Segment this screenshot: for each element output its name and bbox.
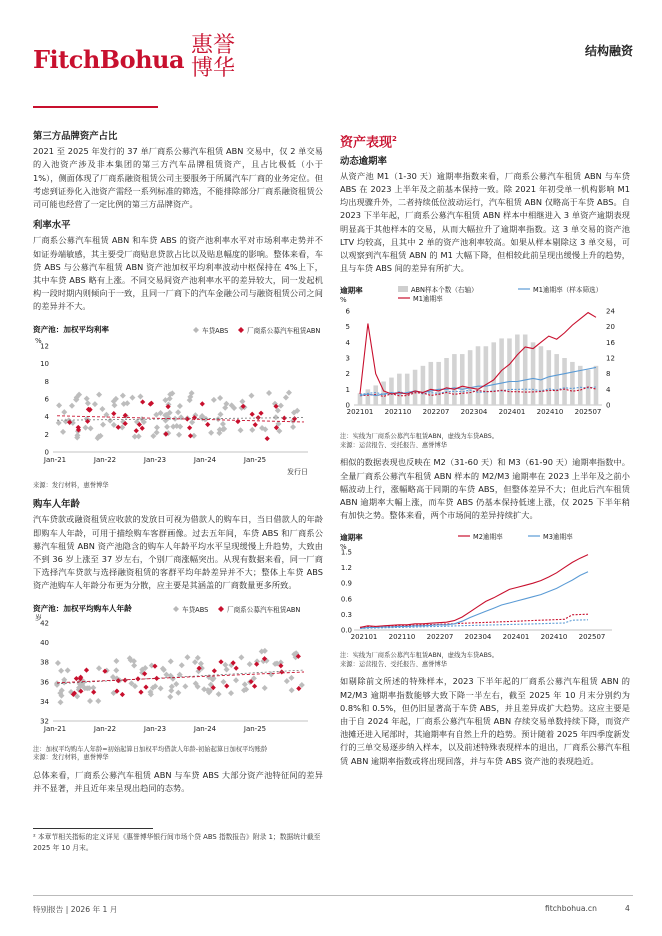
bar-abn-count xyxy=(515,335,520,406)
y-unit-label: % xyxy=(340,543,347,552)
chart4-source: 来源：运营报告、受托报告、惠誉博华 xyxy=(340,660,448,668)
x-tick-label: 202410 xyxy=(540,633,568,642)
chart-title: 逾期率 xyxy=(340,533,363,543)
bar-abn-count xyxy=(484,347,489,406)
scatter-point-car-loan xyxy=(107,417,113,423)
bar-abn-count xyxy=(578,366,583,405)
legend-marker-car-loan xyxy=(193,327,199,333)
scatter-point-abn xyxy=(116,424,121,429)
logo-chinese-seal: 惠誉 博华 xyxy=(191,33,236,81)
bar-abn-count xyxy=(421,366,426,405)
page-number: 4 xyxy=(625,904,630,913)
bar-abn-count xyxy=(452,354,457,405)
scatter-point-car-loan xyxy=(168,658,174,664)
section-label: 结构融资 xyxy=(584,44,633,58)
scatter-point-car-loan xyxy=(167,693,173,699)
chart3-note: 注：实线为厂商系公募汽车租赁ABN，虚线为车贷ABS。 xyxy=(340,433,499,441)
scatter-point-car-loan xyxy=(120,392,126,398)
chart-title: 逾期率 xyxy=(340,286,363,296)
chart3-source: 来源：运营报告、受托报告、惠誉博华 xyxy=(340,441,448,449)
scatter-point-car-loan xyxy=(184,654,190,660)
y-tick-label: 6 xyxy=(345,307,350,316)
x-tick-label: Jan-23 xyxy=(143,455,167,464)
footnote-divider xyxy=(33,828,153,829)
paragraph-interest-rate: 厂商系公募汽车租赁 ABN 和车贷 ABS 的资产池利率水平对市场利率走势并不如证券端敏感，其主要受厂商贴息贷款占比以及贴息幅度的影响。整体来看，车贷 ABS 与公募汽车租赁 ABN 资产池加权平均利率波动中枢保持在 4%上下，其中车贷 ABS 略有上涨。不同交易间资产池利率水平的差异较大，同一发起机构一段时期内则倾向于一致，且同一厂商下的汽车金融公司与融资租赁公司之间的差异并不大。 xyxy=(33,235,323,312)
y-tick-label: 40 xyxy=(40,638,49,647)
scatter-point-abn xyxy=(120,691,125,696)
scatter-point-car-loan xyxy=(228,690,234,696)
scatter-point-abn xyxy=(205,422,210,427)
bar-abn-count xyxy=(405,374,410,405)
scatter-point-car-loan xyxy=(154,424,160,430)
scatter-point-abn xyxy=(111,411,116,416)
bar-abn-count xyxy=(366,390,371,406)
scatter-point-car-loan xyxy=(220,421,226,427)
scatter-point-abn xyxy=(200,401,205,406)
scatter-point-abn xyxy=(143,684,148,689)
scatter-point-car-loan xyxy=(96,665,102,671)
logo-wordmark: FitchBohua xyxy=(33,44,185,74)
y2-tick-label: 20 xyxy=(606,323,615,332)
x-tick-label: Jan-25 xyxy=(243,724,267,733)
scatter-point-car-loan xyxy=(222,661,228,667)
y-tick-label: 1.2 xyxy=(340,564,352,573)
scatter-point-car-loan xyxy=(175,689,181,695)
y-tick-label: 2 xyxy=(44,430,49,439)
y-tick-label: 36 xyxy=(40,677,49,686)
x-tick-label: Jan-24 xyxy=(193,724,217,733)
scatter-point-car-loan xyxy=(211,397,217,403)
scatter-point-car-loan xyxy=(198,660,204,666)
scatter-point-car-loan xyxy=(239,398,245,404)
y-unit-label: % xyxy=(35,336,42,345)
scatter-point-car-loan xyxy=(175,409,181,415)
chart1-source: 来源：发行材料，惠誉博华 xyxy=(33,481,109,489)
bar-abn-count xyxy=(436,362,441,405)
y-tick-label: 8 xyxy=(44,377,49,386)
y-tick-label: 32 xyxy=(40,717,49,726)
header-divider xyxy=(33,106,158,108)
bar-abn-count xyxy=(397,374,402,405)
chart4-note: 注：实线为厂商系公募汽车租赁ABN，虚线为车贷ABS。 xyxy=(340,652,499,660)
scatter-point-car-loan xyxy=(83,424,89,430)
scatter-point-car-loan xyxy=(129,394,135,400)
scatter-point-car-loan xyxy=(65,667,71,673)
scatter-point-car-loan xyxy=(69,402,75,408)
scatter-point-car-loan xyxy=(99,406,105,412)
footnote: ² 本章节相关指标的定义详见《惠誉博华银行间市场个贷 ABS 指数报告》附录 1；数据统计截至 2025 年 10 月末。 xyxy=(33,833,321,852)
paragraph-excluded-samples: 如剔除前文所述的特殊样本，2023 下半年起的厂商系公募汽车租赁 ABN 的 M2/M3 逾期率指数能够大致下降一半左右，截至 2025 年 10 月末分别约为 0.8%和 0.5%，但仍旧显著高于车贷 ABS，并且差异成扩大趋势。这应主要是由于自 2024 年起，厂商系公募汽车租赁 ABN 存续交易单数持续下降，而资产池摊还进入尾部时，其逾期率有自然上升的趋势。预计随着 2025 年四季度新发行的三单交易逐步纳入样本，以及前述特殊表现样本的退出，厂商系公募汽车租赁 ABN 逾期率指数或将出现回落，并与车贷 ABS 资产池的表现趋近。 xyxy=(340,676,630,766)
scatter-point-car-loan xyxy=(84,395,90,401)
scatter-point-car-loan xyxy=(176,431,182,437)
scatter-point-car-loan xyxy=(58,699,64,705)
scatter-point-car-loan xyxy=(56,402,62,408)
bar-abn-count xyxy=(554,354,559,405)
bar-abn-count xyxy=(468,351,473,406)
scatter-point-car-loan xyxy=(220,678,226,684)
scatter-point-car-loan xyxy=(278,402,284,408)
x-tick-label: 202410 xyxy=(536,408,564,417)
scatter-point-car-loan xyxy=(286,389,292,395)
scatter-point-car-loan xyxy=(136,433,142,439)
scatter-point-abn xyxy=(84,667,89,672)
scatter-point-car-loan xyxy=(273,414,279,420)
x-tick-label: Jan-23 xyxy=(143,724,167,733)
scatter-point-abn xyxy=(258,410,263,415)
section-heading-delinquency: 动态逾期率 xyxy=(340,155,387,167)
paragraph-third-party: 2021 至 2025 年发行的 37 单厂商系公募汽车租赁 ABN 交易中，仅 2 单交易的入池资产涉及非本集团的第三方汽车品牌租赁资产，且占比极低（小于 1%），侧面体现了厂商系融资租赁公司主要服务于所属汽车厂商的业务定位。但考虑到证券化入池资产需经一系列标准的筛选，不能排除部分厂商系融资租赁公司可能也经营了一定比例的第三方品牌资产。 xyxy=(33,146,323,210)
bar-abn-count xyxy=(460,354,465,405)
scatter-point-car-loan xyxy=(158,685,164,691)
x-tick-label: 202401 xyxy=(502,633,530,642)
scatter-point-abn xyxy=(235,419,240,424)
y-unit-label: % xyxy=(340,296,347,305)
scatter-point-car-loan xyxy=(113,667,119,673)
legend-label-m1-filtered: M1逾期率（样本筛选） xyxy=(533,286,603,295)
x-tick-label: Jan-24 xyxy=(193,455,217,464)
y-unit-label: 岁 xyxy=(35,613,42,622)
scatter-point-car-loan xyxy=(55,660,61,666)
paragraph-buyer-age: 汽车贷款或融资租赁应收款的发放日可视为借款人的购车日，当日借款人的年龄即购车人年龄，可用于描绘购车客群画像。过去五年间，车贷 ABS 和厂商系公募汽车租赁 ABN 资产池隐含的购车人年龄平均水平呈现缓慢上升趋势，大致由不到 36 岁上涨至 37 岁左右，个别厂商涨幅突出。从现有数据来看，同一厂商下选择汽车贷款与选择融资租赁的客群平均年龄差异并不大；整体上车贷 ABS 资产池购车人年龄分布更为分散，应主要是其涵盖的厂商数量更多所致。 xyxy=(33,514,323,591)
scatter-point-car-loan xyxy=(58,667,64,673)
scatter-point-abn xyxy=(224,683,229,688)
y-tick-label: 0.9 xyxy=(340,580,352,589)
scatter-point-abn xyxy=(265,436,270,441)
chart-m2-m3-delinquency xyxy=(340,530,630,669)
scatter-point-abn xyxy=(212,668,217,673)
bar-abn-count xyxy=(444,358,449,405)
legend-label-car-loan: 车贷ABS xyxy=(202,326,229,335)
scatter-point-car-loan xyxy=(233,677,239,683)
scatter-point-abn xyxy=(252,683,257,688)
scatter-point-car-loan xyxy=(113,658,119,664)
footer-divider xyxy=(33,895,633,896)
y-tick-label: 4 xyxy=(345,339,350,348)
legend-label-car-loan: 车贷ABS xyxy=(182,605,209,614)
bar-abn-count xyxy=(491,343,496,406)
bar-abn-count xyxy=(507,339,512,406)
scatter-point-car-loan xyxy=(95,698,101,704)
scatter-point-car-loan xyxy=(179,662,185,668)
scatter-point-car-loan xyxy=(247,661,253,667)
y-tick-label: 38 xyxy=(40,658,49,667)
page-header xyxy=(33,22,633,82)
bar-abn-count xyxy=(389,378,394,405)
asset-performance-title: 资产表现$^2$ xyxy=(340,135,397,151)
y-tick-label: 5 xyxy=(345,323,350,332)
x-tick-label: 202507 xyxy=(578,633,606,642)
paragraph-m1: 从资产池 M1（1-30 天）逾期率指数来看，厂商系公募汽车租赁 ABN 与车贷 ABS 在 2023 上半年及之前基本保持一致。除 2021 年初受单一机构影响 M1 均出现骤升外，二者持续低位波动运行，汽车租赁 ABN 仅略高于车贷 ABS。自 2023 下半年起，厂商系公募汽车租赁 ABN 样本中相继进入 3 单资产逾期表现明显高于其他样本的交易，从而大幅拉升了逾期率指数。这 3 单交易的资产池 LTV 均较高，且其中 2 单的资产池利率较高。如果从样本剔除这 3 单交易，可以观察到汽车租赁 ABN 的 M1 大幅下降，但相较此前呈现出缓慢上升的趋势，且与车贷 ABS 间的差异有所扩大。 xyxy=(340,170,630,274)
chart2-source: 来源：发行材料，惠誉博华 xyxy=(33,754,109,762)
y-tick-label: 12 xyxy=(40,342,49,351)
legend-label-abn: 厂商系公募汽车租赁ABN xyxy=(227,605,301,614)
scatter-point-abn xyxy=(138,689,143,694)
scatter-point-car-loan xyxy=(238,654,244,660)
y-tick-label: 4 xyxy=(44,412,49,421)
y-tick-label: 0.0 xyxy=(340,626,352,635)
chart2-note: 注：加权平均购车人年龄=初始起算日加权平均借款人年龄-初始起算日加权平均账龄 xyxy=(33,745,268,753)
chart4-svg xyxy=(340,530,630,652)
bar-abn-count xyxy=(476,347,481,406)
y2-tick-label: 24 xyxy=(606,307,615,316)
right-column xyxy=(340,133,630,776)
scatter-point-car-loan xyxy=(288,674,294,680)
scatter-point-abn xyxy=(140,399,145,404)
x-tick-label: 202110 xyxy=(384,408,412,417)
x-tick-label: Jan-22 xyxy=(93,455,117,464)
scatter-point-car-loan xyxy=(238,427,244,433)
y-tick-label: 3 xyxy=(345,354,350,363)
y-tick-label: 0 xyxy=(345,401,350,410)
bar-abn-count xyxy=(570,362,575,405)
scatter-point-abn xyxy=(250,411,255,416)
scatter-point-abn xyxy=(218,659,223,664)
scatter-point-car-loan xyxy=(56,419,62,425)
footer-website-link[interactable]: fitchbohua.cn xyxy=(545,904,597,913)
scatter-point-car-loan xyxy=(283,394,289,400)
y-tick-label: 6 xyxy=(44,395,49,404)
scatter-point-car-loan xyxy=(248,392,254,398)
scatter-point-abn xyxy=(188,433,193,438)
x-tick-label: 202207 xyxy=(422,408,450,417)
y-tick-label: 0 xyxy=(44,448,49,457)
section-heading-buyer-age: 购车人年龄 xyxy=(33,499,80,511)
x-axis-title: 发行日 xyxy=(287,467,308,476)
x-tick-label: 202401 xyxy=(498,408,526,417)
fitchbohua-logo[interactable] xyxy=(33,34,240,84)
bar-abn-count xyxy=(562,358,567,405)
y-tick-label: 1 xyxy=(345,386,350,395)
footer-report-date: 特别报告 | 2026 年 1 月 xyxy=(33,905,118,914)
bar-abn-count xyxy=(429,362,434,405)
legend-label-m1: M1逾期率 xyxy=(413,295,443,304)
scatter-point-car-loan xyxy=(217,395,223,401)
paragraph-summary: 总体来看，厂商系公募汽车租赁 ABN 与车贷 ABS 大部分资产池特征间的差异并不显著，并且近年来呈现出趋同的态势。 xyxy=(33,769,323,793)
scatter-point-car-loan xyxy=(96,391,102,397)
scatter-point-car-loan xyxy=(87,698,93,704)
scatter-point-car-loan xyxy=(112,402,118,408)
scatter-point-abn xyxy=(279,669,284,674)
y-tick-label: 42 xyxy=(40,619,49,628)
legend-label-m2: M2逾期率 xyxy=(473,533,503,542)
x-tick-label: 202207 xyxy=(426,633,454,642)
bar-abn-count xyxy=(523,335,528,406)
y2-tick-label: 8 xyxy=(606,370,611,379)
scatter-point-car-loan xyxy=(262,685,268,691)
scatter-point-car-loan xyxy=(242,681,248,687)
scatter-point-car-loan xyxy=(208,429,214,435)
scatter-point-abn xyxy=(253,422,258,427)
legend-label-m3: M3逾期率 xyxy=(543,533,573,542)
scatter-point-car-loan xyxy=(224,666,230,672)
scatter-point-abn xyxy=(140,425,145,430)
x-tick-label: Jan-25 xyxy=(243,455,267,464)
left-column xyxy=(33,130,323,803)
bar-abn-count xyxy=(594,366,599,405)
scatter-point-car-loan xyxy=(189,419,195,425)
x-tick-label: Jan-21 xyxy=(43,724,67,733)
y-tick-label: 34 xyxy=(40,697,49,706)
scatter-point-car-loan xyxy=(61,409,67,415)
scatter-point-car-loan xyxy=(182,683,188,689)
scatter-point-car-loan xyxy=(216,691,222,697)
legend-label-abn: 厂商系公募汽车租赁ABN xyxy=(247,326,321,335)
legend-marker-abn xyxy=(218,606,224,612)
x-tick-label: 202101 xyxy=(350,633,378,642)
legend-marker-car-loan xyxy=(173,606,179,612)
scatter-point-abn xyxy=(187,425,192,430)
chart-title: 资产池：加权平均购车人年龄 xyxy=(33,603,132,613)
bar-abn-count xyxy=(539,347,544,406)
scatter-point-car-loan xyxy=(137,393,143,399)
scatter-point-car-loan xyxy=(178,414,184,420)
chart-weighted-avg-age xyxy=(33,601,323,763)
chart-m1-delinquency xyxy=(340,283,630,450)
scatter-point-car-loan xyxy=(289,687,295,693)
scatter-point-abn xyxy=(91,689,96,694)
section-heading-interest-rate: 利率水平 xyxy=(33,220,71,232)
scatter-point-abn xyxy=(134,428,139,433)
scatter-point-car-loan xyxy=(163,671,169,677)
scatter-point-abn xyxy=(74,676,79,681)
y-tick-label: 0.6 xyxy=(340,595,352,604)
scatter-point-car-loan xyxy=(290,424,296,430)
scatter-point-car-loan xyxy=(249,427,255,433)
scatter-point-abn xyxy=(234,665,239,670)
scatter-point-car-loan xyxy=(85,400,91,406)
x-tick-label: 202304 xyxy=(464,633,492,642)
bar-abn-count xyxy=(531,343,536,406)
x-tick-label: 202304 xyxy=(460,408,488,417)
y-tick-label: 1.5 xyxy=(340,548,352,557)
x-tick-label: 202101 xyxy=(346,408,374,417)
x-tick-label: Jan-22 xyxy=(93,724,117,733)
scatter-point-car-loan xyxy=(100,421,106,427)
scatter-point-car-loan xyxy=(217,426,223,432)
scatter-point-car-loan xyxy=(266,390,272,396)
scatter-point-car-loan xyxy=(284,678,290,684)
section-heading-third-party: 第三方品牌资产占比 xyxy=(33,131,118,142)
scatter-point-car-loan xyxy=(164,424,170,430)
y-tick-label: 2 xyxy=(345,370,350,379)
x-tick-label: Jan-21 xyxy=(43,455,67,464)
scatter-point-car-loan xyxy=(60,428,66,434)
y2-tick-label: 12 xyxy=(606,354,615,363)
legend-marker-abn xyxy=(238,327,244,333)
legend-label-abn-count: ABN样本个数（右轴） xyxy=(411,286,478,295)
chart2-svg xyxy=(33,601,323,746)
y-tick-label: 0.3 xyxy=(340,611,352,620)
y2-tick-label: 16 xyxy=(606,339,615,348)
scatter-point-car-loan xyxy=(177,403,183,409)
scatter-point-car-loan xyxy=(88,425,94,431)
scatter-point-car-loan xyxy=(92,401,98,407)
legend-marker-abn-count xyxy=(398,286,408,292)
y-tick-label: 10 xyxy=(40,359,49,368)
x-tick-label: 202507 xyxy=(574,408,602,417)
chart-weighted-avg-rate xyxy=(33,322,323,491)
trend-line-car-loan xyxy=(57,670,304,684)
chart-title: 资产池：加权平均利率 xyxy=(33,324,109,334)
y2-tick-label: 0 xyxy=(606,401,611,410)
y2-tick-label: 4 xyxy=(606,386,611,395)
bar-abn-count xyxy=(413,370,418,405)
paragraph-m2-m3: 相似的数据表现也反映在 M2（31-60 天）和 M3（61-90 天）逾期率指数中。全量厂商系公募汽车租赁 ABN 样本的 M2/M3 逾期率在 2023 上半年及之前小幅波动上行，涨幅略高于同期的车贷 ABS，但整体差异不大；但此后汽车租赁 ABN 逾期率大幅上涨，而车贷 ABS 仍基本保持低速上涨，仅 2025 下半年稍有加快之势。整体来看，两个市场间的差异持续扩大。 xyxy=(340,457,630,521)
x-tick-label: 202110 xyxy=(388,633,416,642)
chart1-svg xyxy=(33,322,323,482)
chart3-svg xyxy=(340,283,630,433)
